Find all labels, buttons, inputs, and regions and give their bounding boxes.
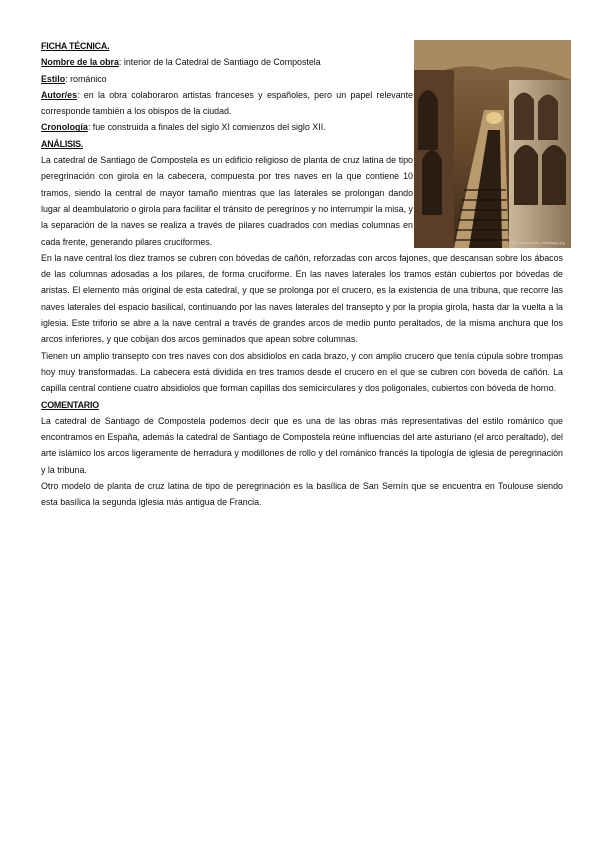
analisis-paragraph-2: En la nave central los diez tramos se cubren con bóvedas de cañón, reforzadas con arcos fajones, que descansan sobre los ábacos de las columnas adosadas a los pilares, de forma cruciforme. En las naves laterales los tramos están cubiertos por bóvedas de aristas. El elemento más original de esta catedral, y que se prolonga por el crucero, es la existencia de una tribuna, que recorre las naves laterales del espacio basilical, continuando por las naves laterales del transepto y por la propia girola, hasta dar la vuelta a la iglesia. Este triforio se abre a la nave central a través de grandes arcos de medio punto peraltados, de la misma anchura que los arcos inferiores, y que cobijan dos arcos geminados que apean sobre columnas. [41,252,563,345]
ficha-nombre [41,54,413,70]
ficha-cronologia [41,119,413,135]
cronologia-value: : fue construida a finales del siglo XI comienzos del siglo XII. [87,122,326,133]
analisis-heading: ANÁLISIS. [41,138,84,149]
autores-label: Autor/es [41,89,77,100]
comentario-heading: COMENTARIO [41,399,99,410]
cronologia-label: Cronología [41,122,88,133]
nombre-label: Nombre de la obra [41,57,119,68]
estilo-value: : románico [65,73,107,84]
estilo-label: Estilo [41,73,66,84]
comentario-paragraph-1: La catedral de Santiago de Compostela podemos decir que es una de las obras más representativas del estilo románico que encontramos en España, además la catedral de Santiago de Compostela reúne influencias del arte asturiano (el arco peraltado), del arte islámico los arcos ligeramente de herradura y modillones de rollo y del románico francés la tipología de iglesia de peregrinación y la tribuna. [41,415,563,475]
comentario-paragraph-2: Otro modelo de planta de cruz latina de tipo de peregrinación es la basílica de San Sernín que se encuentra en Toulouse siendo esta basílica la segunda iglesia más antigua de Francia. [41,481,563,508]
analisis-paragraph-3: Tienen un amplio transepto con tres naves con dos absidiolos en cada brazo, y con amplio crucero que tenía cúpula sobre trompas hoy muy transformadas. La cabecera está dividida en tres tramos desde el crucero en el que se cubren con bóveda de cañón. La capilla central contiene cuatro absidiolos que forman capillas dos semicirculares y dos poligonales, cubiertos con bóveda de horno. [41,350,563,394]
ficha-heading: FICHA TÉCNICA. [41,41,110,51]
nombre-value: : interior de la Catedral de Santiago de Compostela [118,57,321,68]
autores-value: : en la obra colaboraron artistas franceses y españoles, pero un papel relevante corresponde también a los obispos de la ciudad. [41,89,413,117]
analisis-paragraph-1: La catedral de Santiago de Compostela es un edificio religioso de planta de cruz latina de tipo peregrinación con girola en la cabecera, compuesta por tres naves en la que contiene 10 tramos, siendo la central de mayor tamaño mientras que las laterales se prolongan dando lugar al deambulatorio o girola para facilitar el tránsito de peregrinos y no interrumpir la misa, y la separación de la naves se realiza a través de pilares cuadrados con medias columnas en cada frente, generando pilares cruciformes. [41,155,413,247]
ficha-estilo [41,71,413,87]
photo-credit: http://www.fotos.../santiago.jpg [510,240,565,245]
ficha-autores [41,87,413,120]
document-page [41,38,563,511]
